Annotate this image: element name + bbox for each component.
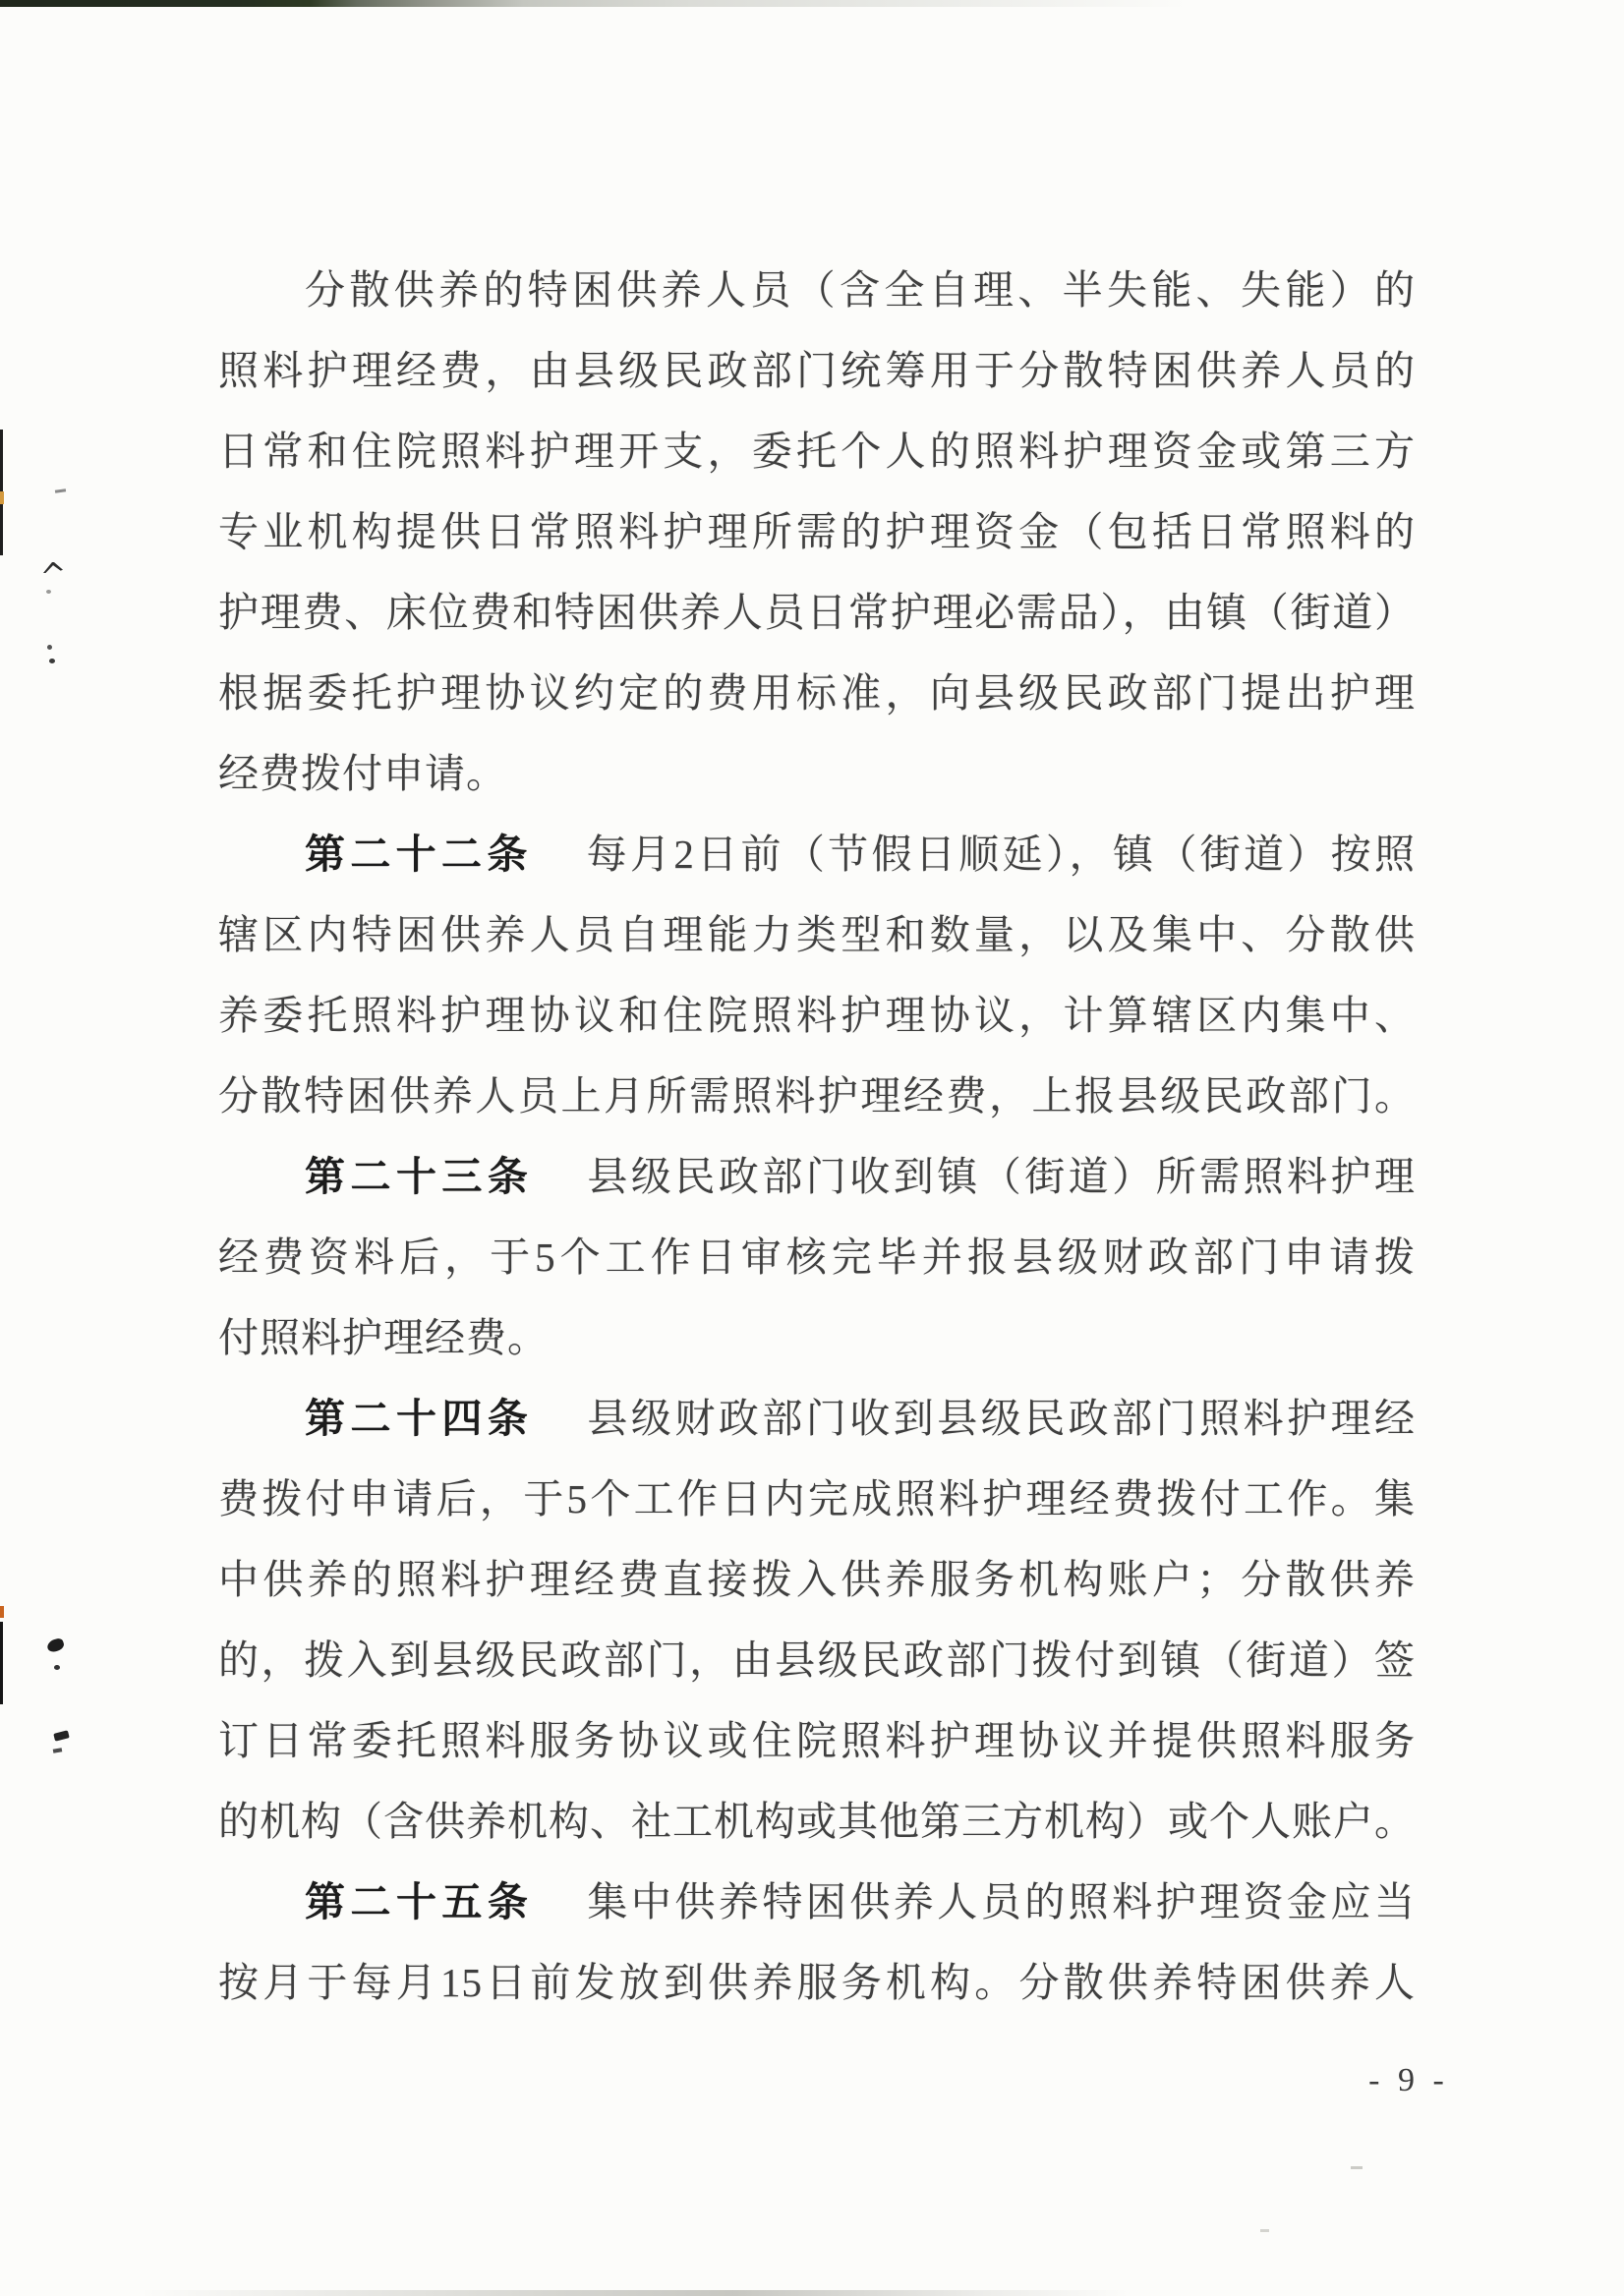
text-line bbox=[218, 250, 1416, 330]
text-line bbox=[218, 1700, 1416, 1781]
article-number: 第二十三条 bbox=[305, 1154, 534, 1199]
text-line bbox=[218, 1620, 1416, 1700]
line-text: 经费资料后，于5个工作日审核完毕并报县级财政部门申请拨 bbox=[218, 1234, 1416, 1280]
text-line bbox=[218, 1539, 1416, 1620]
scanner-artifact-speck bbox=[49, 659, 55, 663]
line-text: 中供养的照料护理经费直接拨入供养服务机构账户；分散供养 bbox=[218, 1557, 1416, 1602]
text-line bbox=[218, 411, 1416, 491]
text-line bbox=[218, 1136, 1416, 1217]
text-line bbox=[218, 491, 1416, 572]
text-line bbox=[218, 1056, 1416, 1136]
article-number: 第二十二条 bbox=[305, 832, 533, 877]
scanner-artifact-speck bbox=[46, 1637, 66, 1654]
scanner-artifact-speck bbox=[47, 645, 52, 650]
line-text: 县级民政部门收到镇（街道）所需照料护理 bbox=[587, 1154, 1417, 1199]
page-number: - 9 - bbox=[1368, 2062, 1449, 2098]
text-line bbox=[218, 975, 1416, 1056]
scanner-artifact-speck bbox=[1260, 2229, 1269, 2232]
line-text: 每月2日前（节假日顺延），镇（街道）按照 bbox=[586, 832, 1417, 877]
scanner-artifact-left-edge bbox=[0, 1622, 3, 1704]
scanner-artifact-speck bbox=[46, 590, 51, 594]
line-text: 专业机构提供日常照料护理所需的护理资金（包括日常照料的 bbox=[218, 509, 1416, 554]
text-line bbox=[218, 572, 1416, 653]
scanner-artifact-speck bbox=[0, 491, 4, 504]
text-line bbox=[218, 1297, 1416, 1378]
article-number: 第二十四条 bbox=[305, 1396, 534, 1441]
text-line bbox=[218, 653, 1416, 733]
text-line bbox=[218, 330, 1416, 411]
text-line bbox=[218, 1378, 1416, 1459]
text-line bbox=[218, 1217, 1416, 1297]
scanner-artifact-speck bbox=[53, 1748, 63, 1753]
line-text: 根据委托护理协议约定的费用标准，向县级民政部门提出护理 bbox=[218, 670, 1416, 716]
line-text: 养委托照料护理协议和住院照料护理协议，计算辖区内集中、 bbox=[218, 993, 1416, 1038]
line-text: 订日常委托照料服务协议或住院照料护理协议并提供照料服务 bbox=[218, 1718, 1416, 1763]
line-text: 护理费、床位费和特困供养人员日常护理必需品），由镇（街道） bbox=[218, 590, 1416, 635]
text-line bbox=[218, 1781, 1416, 1862]
article-number: 第二十五条 bbox=[305, 1879, 534, 1924]
line-text: 辖区内特困供养人员自理能力类型和数量，以及集中、分散供 bbox=[218, 912, 1416, 957]
scanner-artifact-speck bbox=[0, 1606, 4, 1618]
scanner-artifact-speck bbox=[1351, 2166, 1363, 2169]
text-line bbox=[218, 1862, 1416, 1942]
scanner-artifact-speck bbox=[43, 562, 63, 573]
line-text: 日常和住院照料护理开支，委托个人的照料护理资金或第三方 bbox=[218, 429, 1416, 474]
line-text: 费拨付申请后，于5个工作日内完成照料护理经费拨付工作。集 bbox=[218, 1476, 1416, 1521]
scanner-artifact-speck bbox=[54, 1665, 60, 1670]
text-line bbox=[218, 1942, 1416, 2023]
line-text: 的，拨入到县级民政部门，由县级民政部门拨付到镇（街道）签 bbox=[218, 1637, 1416, 1683]
line-text: 分散特困供养人员上月所需照料护理经费，上报县级民政部门。 bbox=[218, 1073, 1416, 1119]
line-text: 集中供养特困供养人员的照料护理资金应当 bbox=[587, 1879, 1417, 1924]
line-text: 的机构（含供养机构、社工机构或其他第三方机构）或个人账户。 bbox=[218, 1799, 1416, 1844]
text-line bbox=[218, 1459, 1416, 1539]
scanner-artifact-speck bbox=[55, 488, 66, 493]
line-text: 照料护理经费，由县级民政部门统筹用于分散特困供养人员的 bbox=[218, 348, 1416, 393]
line-text: 经费拨付申请。 bbox=[218, 751, 507, 796]
scanner-artifact-bottom-edge bbox=[138, 2290, 1131, 2296]
scanner-artifact-speck bbox=[53, 1730, 69, 1741]
text-line bbox=[218, 733, 1416, 814]
text-line bbox=[218, 894, 1416, 975]
text-line bbox=[218, 814, 1416, 894]
line-text: 付照料护理经费。 bbox=[218, 1315, 549, 1360]
line-text: 分散供养的特困供养人员（含全自理、半失能、失能）的 bbox=[305, 267, 1416, 313]
line-text: 按月于每月15日前发放到供养服务机构。分散供养特困供养人 bbox=[218, 1960, 1416, 2005]
text-block bbox=[218, 250, 1416, 2023]
line-text: 县级财政部门收到县级民政部门照料护理经 bbox=[587, 1396, 1417, 1441]
scanner-artifact-top-edge bbox=[0, 0, 1189, 7]
